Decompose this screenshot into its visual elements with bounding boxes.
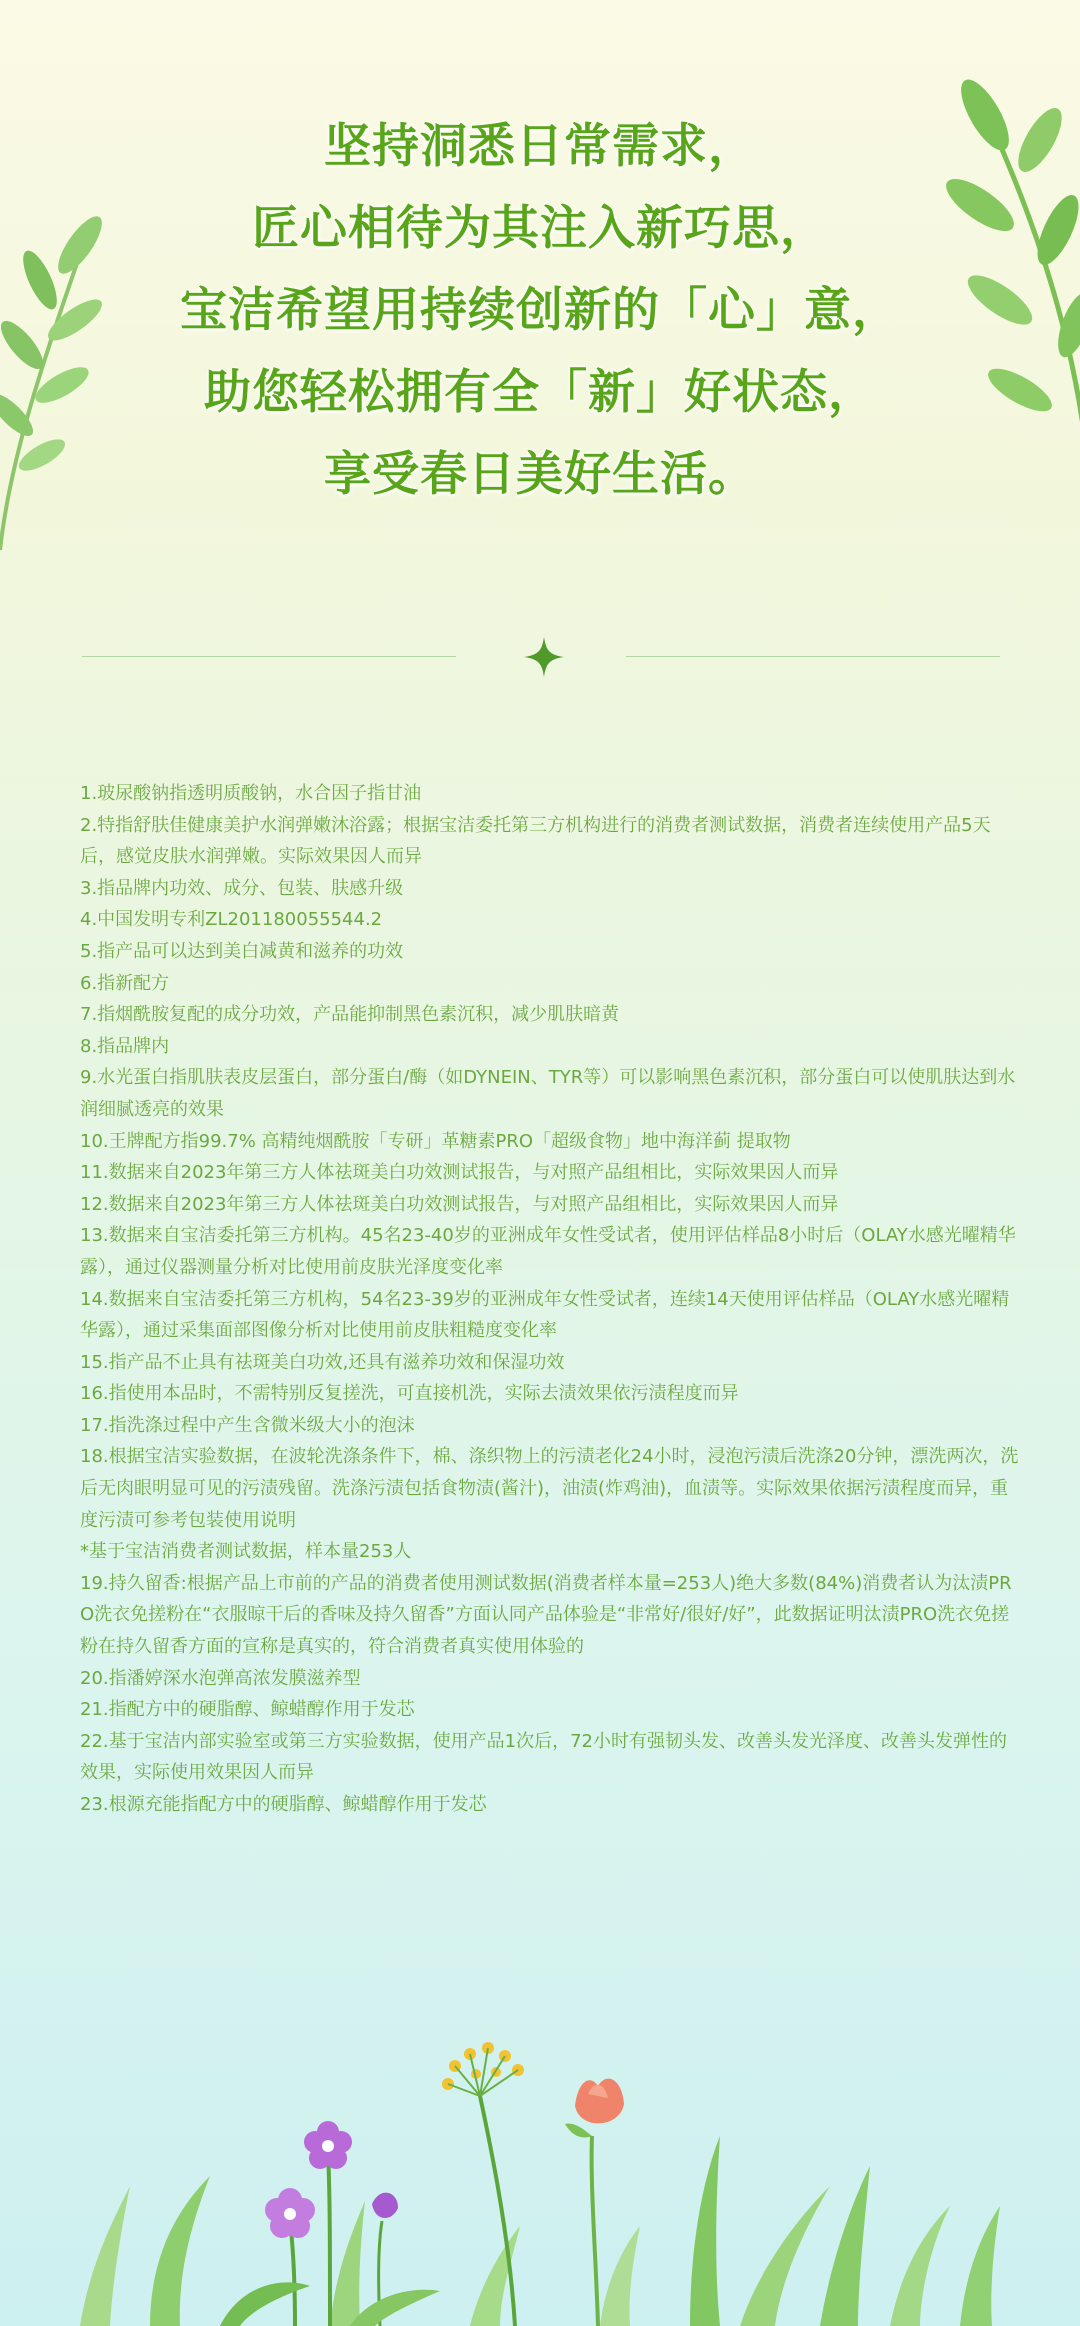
headline-line-4: 助您轻松拥有全「新」好状态， — [204, 365, 876, 420]
footnote-21: 21.指配方中的硬脂醇、鲸蜡醇作用于发芯 — [80, 1699, 415, 1721]
footnote-12: 12.数据来自2023年第三方人体祛斑美白功效测试报告，与对照产品组相比，实际效果因人而异 — [80, 1193, 839, 1215]
headline-line-3: 宝洁希望用持续创新的「心」意， — [180, 283, 900, 338]
footnote-20: 20.指潘婷深水泡弹高浓发膜滋养型 — [80, 1667, 361, 1689]
spring-flowers-illustration — [0, 1986, 1080, 2326]
footnote-16: 16.指使用本品时，不需特别反复搓洗，可直接机洗，实际去渍效果依污渍程度而异 — [80, 1383, 739, 1405]
footnote-22: 22.基于宝洁内部实验室或第三方实验数据，使用产品1次后，72小时有强韧头发、改善头发光泽度、改善头发弹性的效果，实际使用效果因人而异 — [80, 1730, 1007, 1784]
divider-line-right — [626, 656, 1000, 657]
footnote-14: 14.数据来自宝洁委托第三方机构，54名23-39岁的亚洲成年女性受试者，连续14天使用评估样品（OLAY水感光曜精华露），通过采集面部图像分析对比使用前皮肤粗糙度变化率 — [80, 1288, 1010, 1342]
sparkle-star-icon — [522, 635, 566, 679]
footnote-6: 6.指新配方 — [80, 972, 170, 994]
footnote-1: 1.玻尿酸钠指透明质酸钠，水合因子指甘油 — [80, 783, 422, 804]
footnote-19: 19.持久留香:根据产品上市前的产品的消费者使用测试数据(消费者样本量=253人)绝大多数(84%)消费者认为汰渍PRO洗衣免搓粉在“衣服晾干后的香味及持久留香”方面认同产品体验是“非常好/很好/好”，此数据证明汰渍PRO洗衣免搓粉在持久留香方面的宣称是真实的，符合消费者真实使用体验的 — [80, 1572, 1012, 1658]
section-divider — [82, 645, 1000, 669]
footnote-11: 11.数据来自2023年第三方人体祛斑美白功效测试报告，与对照产品组相比，实际效果因人而异 — [80, 1162, 839, 1184]
footnote-23: 23.根源充能指配方中的硬脂醇、鲸蜡醇作用于发芯 — [80, 1794, 487, 1815]
footnote-7: 7.指烟酰胺复配的成分功效，产品能抑制黑色素沉积，减少肌肤暗黄 — [80, 1004, 620, 1026]
footnote-2: 2.特指舒肤佳健康美护水润弹嫩沐浴露；根据宝洁委托第三方机构进行的消费者测试数据，消费者连续使用产品5天后，感觉皮肤水润弹嫩。实际效果因人而异 — [80, 814, 991, 868]
footnote-15: 15.指产品不止具有祛斑美白功效,还具有滋养功效和保湿功效 — [80, 1351, 565, 1373]
footnote-survey-base: *基于宝洁消费者测试数据，样本量253人 — [80, 1541, 412, 1563]
headline-line-1: 坚持洞悉日常需求， — [324, 119, 756, 174]
footnote-13: 13.数据来自宝洁委托第三方机构。45名23-40岁的亚洲成年女性受试者，使用评估样品8小时后（OLAY水感光曜精华露），通过仪器测量分析对比使用前皮肤光泽度变化率 — [80, 1225, 1016, 1278]
footnote-9: 9.水光蛋白指肌肤表皮层蛋白，部分蛋白/酶（如DYNEIN、TYR等）可以影响黑色素沉积，部分蛋白可以使肌肤达到水润细腻透亮的效果 — [80, 1067, 1016, 1120]
headline — [0, 106, 1080, 516]
footnote-10: 10.王牌配方指99.7% 高精纯烟酰胺「专研」革糖素PRO「超级食物」地中海洋蓟 提取物 — [80, 1130, 791, 1152]
footnote-4: 4.中国发明专利ZL201180055544.2 — [80, 909, 383, 931]
footnote-17: 17.指洗涤过程中产生含微米级大小的泡沫 — [80, 1414, 415, 1436]
headline-line-5: 享受春日美好生活。 — [324, 447, 756, 502]
divider-line-left — [82, 656, 456, 657]
footnote-18: 18.根据宝洁实验数据，在波轮洗涤条件下，棉、涤织物上的污渍老化24小时，浸泡污渍后洗涤20分钟，漂洗两次，洗后无肉眼明显可见的污渍残留。洗涤污渍包括食物渍(酱汁)，油渍(炸鸡油)，血渍等。实际效果依据污渍程度而异，重度污渍可参考包装使用说明 — [80, 1446, 1019, 1531]
headline-line-2: 匠心相待为其注入新巧思， — [252, 201, 828, 256]
footnote-3: 3.指品牌内功效、成分、包装、肤感升级 — [80, 877, 404, 899]
footnote-5: 5.指产品可以达到美白减黄和滋养的功效 — [80, 940, 404, 962]
footnote-8: 8.指品牌内 — [80, 1035, 170, 1057]
footnotes-list — [80, 778, 1020, 1821]
